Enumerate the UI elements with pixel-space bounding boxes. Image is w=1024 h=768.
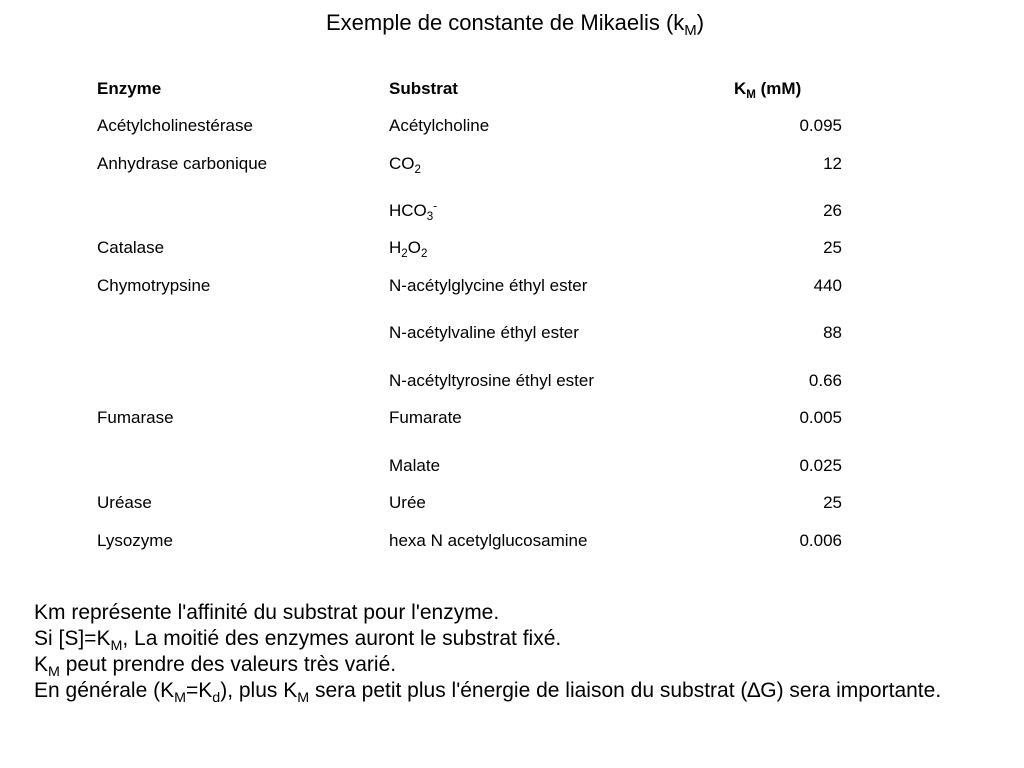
table-cell-enzyme: Chymotrypsine <box>97 276 211 295</box>
table-cell-km: 88 <box>823 323 842 342</box>
table-cell-substrat: hexa N acetylglucosamine <box>389 531 588 550</box>
column-header-enzyme: Enzyme <box>97 79 162 98</box>
table-cell-km: 0.006 <box>799 531 842 550</box>
table-cell-substrat: Acétylcholine <box>389 116 490 135</box>
notes-block <box>34 600 1019 704</box>
table-cell-km: 12 <box>823 154 842 173</box>
table-cell-substrat: $CO_2$ <box>389 154 421 177</box>
table-cell-substrat: N-acétyltyrosine éthyl ester <box>389 371 595 390</box>
column-header-substrat: Substrat <box>389 79 458 98</box>
table-cell-substrat: $H_2O_2$ <box>389 238 428 261</box>
table-cell-km: 440 <box>813 276 842 295</box>
table-cell-km: 0.095 <box>799 116 842 135</box>
note-line: Si $[S]=K_M$, La moitié des enzymes auront le substrat fixé. <box>34 627 562 654</box>
table-cell-km: 0.005 <box>799 408 842 427</box>
table-cell-enzyme: Fumarase <box>97 408 174 427</box>
note-line: En générale $(K_M=K_d)$, plus $K_M$ sera petit plus l'énergie de liaison du substrat (∆G) sera importante. <box>34 679 942 706</box>
table-cell-substrat: Malate <box>389 456 441 475</box>
table-cell-enzyme: Anhydrase carbonique <box>97 154 268 173</box>
table-cell-substrat: N-acétylvaline éthyl ester <box>389 323 579 342</box>
table-cell-enzyme: Acétylcholinestérase <box>97 116 253 135</box>
table-cell-km: 0.025 <box>799 456 842 475</box>
table-cell-km: 25 <box>823 238 842 257</box>
table-cell-substrat: $HCO_3^-$ <box>389 200 438 224</box>
table-cell-substrat: Urée <box>389 493 426 512</box>
table-cell-substrat: N-acétylglycine éthyl ester <box>389 276 588 295</box>
note-line: $K_M$ peut prendre des valeurs très varié. <box>34 653 397 680</box>
table-cell-km: 25 <box>823 493 842 512</box>
table-cell-enzyme: Catalase <box>97 238 165 257</box>
table-cell-km: 26 <box>823 201 842 220</box>
table-cell-km: 0.66 <box>808 371 842 390</box>
table-cell-enzyme: Uréase <box>97 493 152 512</box>
note-line: Km représente l'affinité du substrat pour l'enzyme. <box>34 601 500 624</box>
delta-symbol: ∆ <box>747 679 761 702</box>
table-cell-enzyme: Lysozyme <box>97 531 173 550</box>
table-cell-substrat: Fumarate <box>389 408 462 427</box>
column-header-km: $K_M$ (mM) <box>734 79 802 102</box>
page-title: Exemple de constante de Mikaelis $(k_M)$ <box>326 10 705 40</box>
